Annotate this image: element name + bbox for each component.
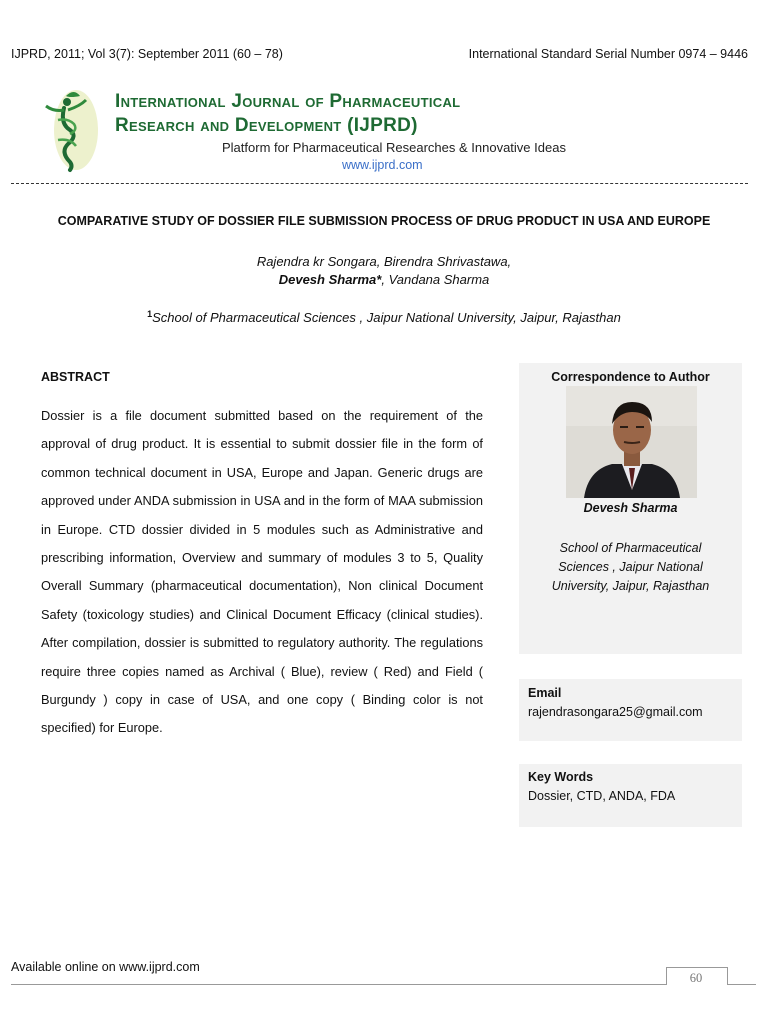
page-number: 60 [689, 971, 703, 985]
journal-title [115, 90, 460, 138]
header-divider [11, 183, 748, 184]
author-list-line1: Rajendra kr Songara, Birendra Shrivastawa, [256, 254, 512, 269]
keywords-value: Dossier, CTD, ANDA, FDA [528, 789, 676, 803]
issn-header: International Standard Serial Number 0974 – 9446 [468, 47, 748, 61]
keywords-label: Key Words [528, 770, 594, 784]
article-title: COMPARATIVE STUDY OF DOSSIER FILE SUBMISSION PROCESS OF DRUG PRODUCT IN USA AND EUROPE [57, 214, 711, 228]
author-affiliation [0, 309, 768, 325]
journal-title-line2: Research and Development (IJPRD) [115, 115, 418, 136]
affiliation-marker: 1 [147, 309, 153, 319]
correspondence-affiliation: School of Pharmaceutical Sciences , Jaipur National University, Jaipur, Rajasthan [551, 541, 710, 593]
abstract-heading: ABSTRACT [41, 370, 110, 384]
citation-header: IJPRD, 2011; Vol 3(7): September 2011 (60 – 78) [11, 47, 283, 61]
author-list-rest: , Vandana Sharma [381, 272, 490, 287]
journal-title-line1: International Journal of Pharmaceutical [115, 91, 461, 112]
journal-website-link[interactable]: www.ijprd.com [342, 158, 423, 172]
email-label: Email [528, 686, 562, 700]
journal-logo-icon [40, 84, 102, 174]
footer-divider [11, 984, 756, 985]
correspondence-author-name: Devesh Sharma [583, 501, 678, 515]
corresponding-author-name: Devesh Sharma* [278, 272, 382, 287]
journal-tagline: Platform for Pharmaceutical Researches & Innovative Ideas [222, 140, 566, 155]
correspondence-heading: Correspondence to Author [551, 370, 710, 384]
footer-availability: Available online on www.ijprd.com [11, 960, 200, 974]
abstract-body: Dossier is a file document submitted based on the requirement of the approval of drug product. It is essential to submit dossier file in the form of common technical document in USA, Europe and Japan. Generic drugs are approved under ANDA submission in USA and in the form of MAA submission in Europe. CTD dossier divided in 5 modules such as Administrative and prescribing information, Overview and summary of modules 3 to 5, Quality Overall Summary (pharmaceutical documentation), Non clinical Document Safety (toxicology studies) and Clinical Document Efficacy (clinical studies). After compilation, dossier is submitted to regulatory authority. The regulations require three copies named as Archival ( Blue), review ( Red) and Field ( Burgundy ) copy in case of USA, and one copy ( Binding color is not specified) for Europe. [41, 408, 483, 736]
affiliation-text: School of Pharmaceutical Sciences , Jaipur National University, Jaipur, Rajasthan [152, 310, 621, 325]
author-list-line2 [0, 272, 768, 287]
author-photo [566, 386, 697, 498]
email-link[interactable]: rajendrasongara25@gmail.com [528, 705, 703, 719]
